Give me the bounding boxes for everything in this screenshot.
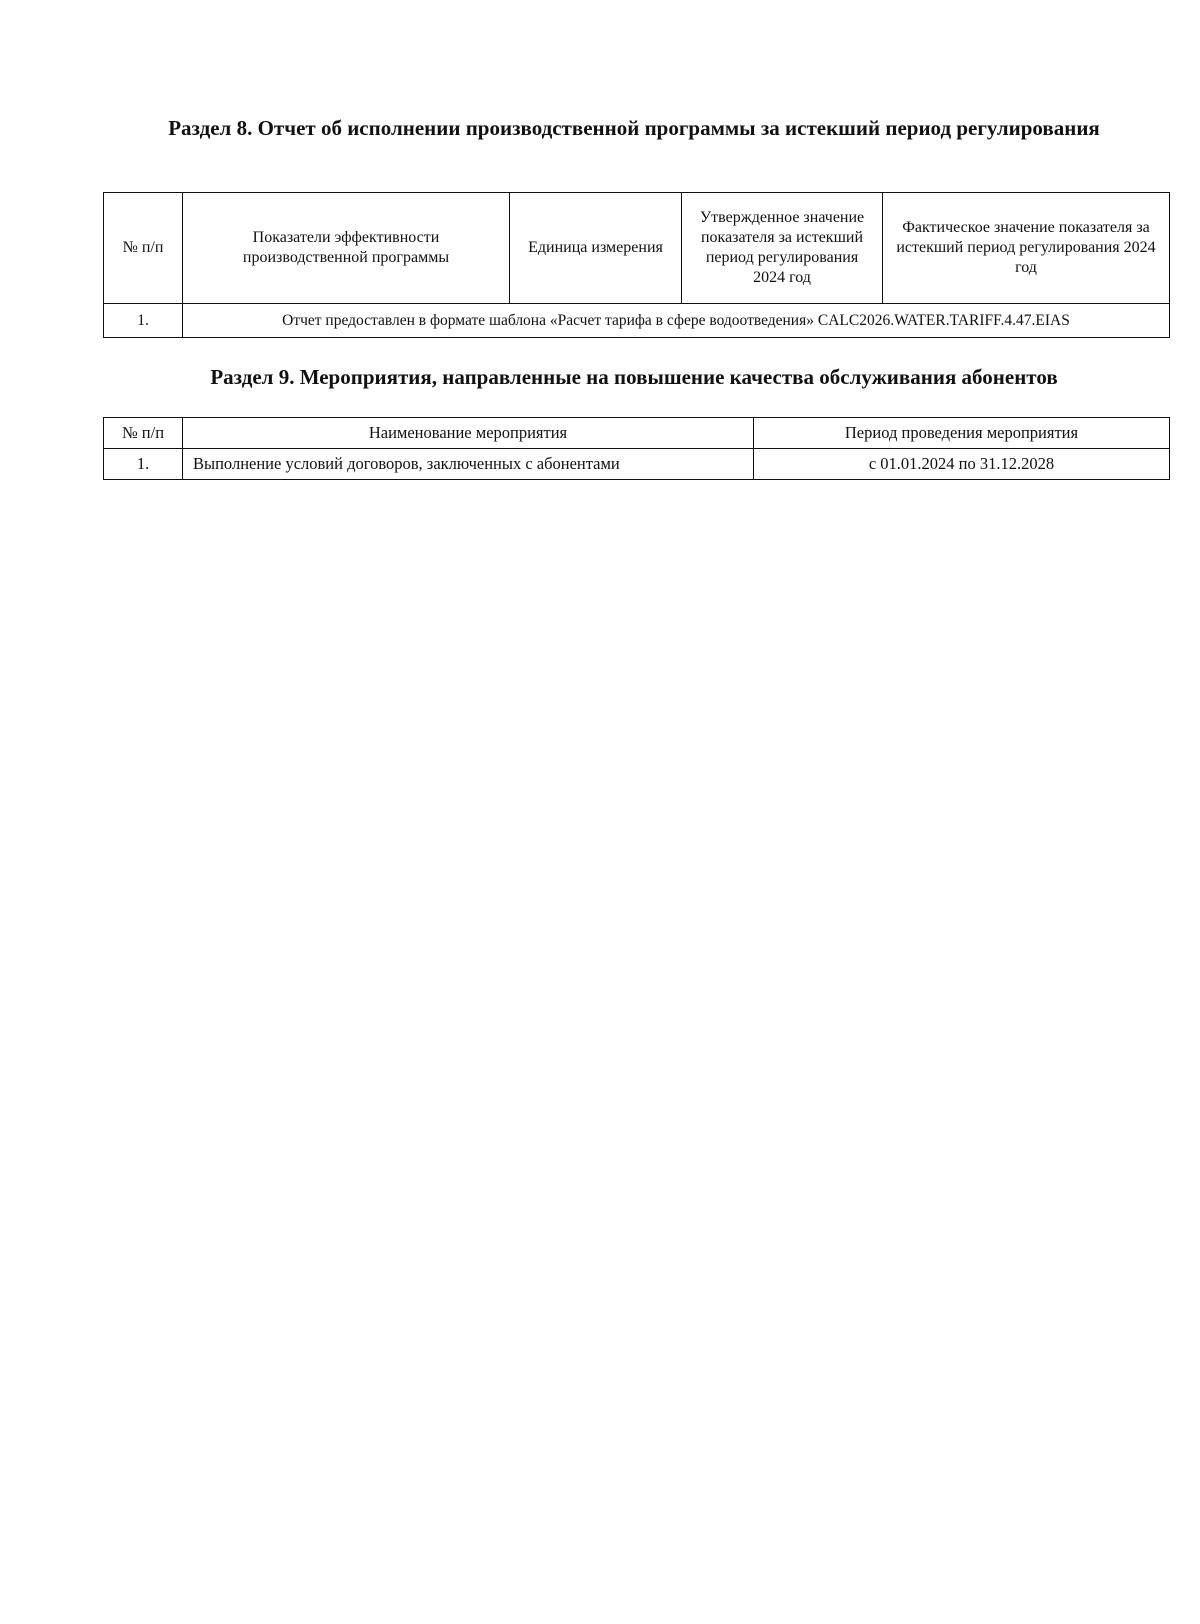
row-num: 1. xyxy=(104,304,183,338)
header-approved-value: Утвержденное значение показателя за истекший период регулирования 2024 год xyxy=(682,193,883,304)
production-program-report-table xyxy=(103,192,1170,338)
row-measure-period: с 01.01.2024 по 31.12.2028 xyxy=(754,449,1170,480)
table-header-row xyxy=(104,193,1170,304)
service-quality-measures-table xyxy=(103,417,1170,480)
row-report-note: Отчет предоставлен в формате шаблона «Расчет тарифа в сфере водоотведения» CALC2026.WATER.TARIFF.4.47.EIAS xyxy=(183,304,1170,338)
header-actual-value: Фактическое значение показателя за истекший период регулирования 2024 год xyxy=(883,193,1170,304)
header-measure-name: Наименование мероприятия xyxy=(183,418,754,449)
table-row xyxy=(104,449,1170,480)
header-num: № п/п xyxy=(104,418,183,449)
row-num: 1. xyxy=(104,449,183,480)
row-measure-name: Выполнение условий договоров, заключенных с абонентами xyxy=(183,449,754,480)
section-8-title: Раздел 8. Отчет об исполнении производственной программы за истекший период регулирования xyxy=(168,116,1100,140)
header-num: № п/п xyxy=(104,193,183,304)
header-measure-period: Период проведения мероприятия xyxy=(754,418,1170,449)
table-header-row xyxy=(104,418,1170,449)
section-9-title: Раздел 9. Мероприятия, направленные на повышение качества обслуживания абонентов xyxy=(210,365,1058,389)
table-row xyxy=(104,304,1170,338)
header-indicators: Показатели эффективности производственной программы xyxy=(183,193,510,304)
header-unit: Единица измерения xyxy=(510,193,682,304)
